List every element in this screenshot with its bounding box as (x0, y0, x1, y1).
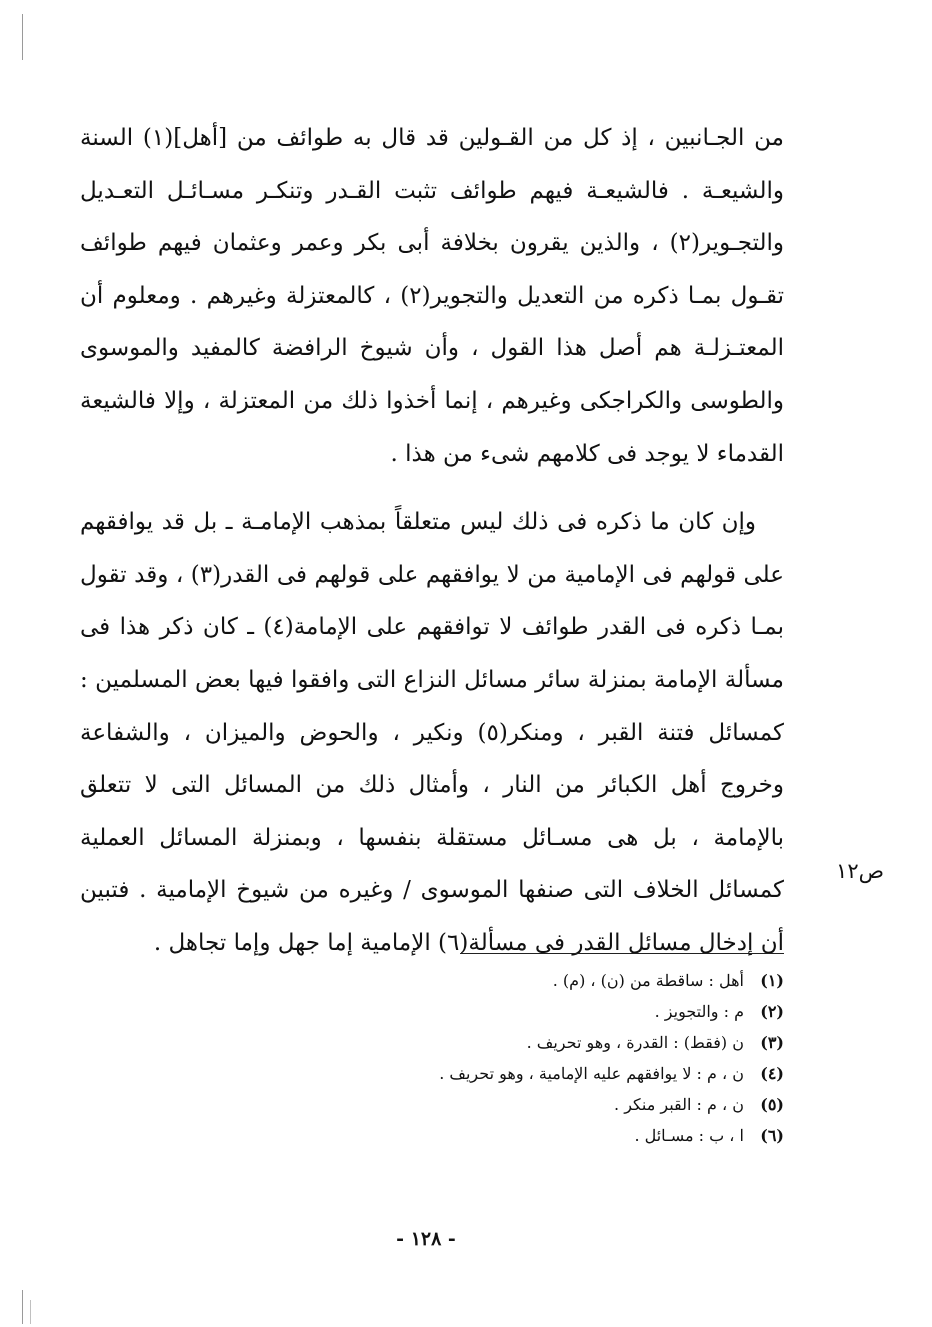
footnote-4 (200, 1058, 784, 1089)
footnote-5 (200, 1089, 784, 1120)
page-number: - ١٢٨ - (396, 1228, 456, 1250)
footnote-text: م : والتجويز . (654, 1002, 744, 1021)
footnote-2 (200, 996, 784, 1027)
footnote-number: (٣) (760, 1033, 784, 1052)
binding-mark-top (22, 14, 23, 60)
footnote-1 (200, 965, 784, 996)
margin-page-reference: ص١٢ (836, 859, 884, 883)
footnote-text: ن ، م : لا يوافقهم عليه الإمامية ، وهو تحريف . (439, 1064, 744, 1083)
footnote-6 (200, 1120, 784, 1151)
footnote-number: (١) (760, 971, 784, 990)
footnotes (200, 965, 784, 1151)
paragraph-2: وإن كان ما ذكره فى ذلك ليس متعلقاً بمذهب الإمامـة ـ بل قد يوافقهم على قولهم فى الإمامية من لا يوافقهم على قولهم فى القدر(٣) ، وقد تقول بمـا ذكره فى القدر طوائف لا توافقهم على الإمامة(٤) ـ كان ذكر هذا فى مسألة الإمامة بمنزلة سائر مسائل النزاع التى وافقوا فيها بعض المسلمين : كمسائل فتنة القبر ، ومنكر(٥) ونكير ، والحوض والميزان ، والشفاعة وخروج أهل الكبائر من النار ، وأمثال ذلك من المسائل التى لا تتعلق بالإمامة ، بل هى مسـائل مستقلة بنفسها ، وبمنزلة المسائل العملية كمسائل الخلاف التى صنفها الموسوى / وغيره من شيوخ الإمامية . فتبين أن إدخال مسائل القدر فى مسألة(٦) الإمامية إما جهل وإما تجاهل . (80, 509, 785, 956)
footnote-text: ا ، ب : مسـائل . (634, 1126, 744, 1145)
footnote-text: أهل : ساقطة من (ن) ، (م) . (552, 971, 744, 990)
footnote-3 (200, 1027, 784, 1058)
footnote-number: (٥) (760, 1095, 784, 1114)
footnote-separator (460, 953, 784, 954)
footnote-number: (٢) (760, 1002, 784, 1021)
footnote-text: ن ، م : القبر منكر . (614, 1095, 744, 1114)
main-text (80, 112, 784, 970)
footnote-number: (٤) (760, 1064, 784, 1083)
binding-mark-bottom (22, 1290, 23, 1324)
footnote-number: (٦) (760, 1126, 784, 1145)
footnote-text: ن (فقط) : القدرة ، وهو تحريف . (526, 1033, 744, 1052)
binding-mark-bottom-secondary (30, 1300, 31, 1324)
paragraph-1: من الجـانبين ، إذ كل من القـولين قد قال به طوائف من [أهل](١) السنة والشيعـة . فالشيعـة فيهم طوائف تثبت القـدر وتنكـر مسـائـل التعـديل والتجـوير(٢) ، والذين يقرون بخلافة أبى بكر وعمر وعثمان فيهم طوائف تقـول بمـا ذكره من التعديل والتجوير(٢) ، كالمعتزلة وغيرهم . ومعلوم أن المعتـزلـة هم أصل هذا القول ، وأن شيوخ الرافضة كالمفيد والموسوى والطوسى والكراجكى وغيرهم ، إنما أخذوا ذلك من المعتزلة ، وإلا فالشيعة القدماء لا يوجد فى كلامهم شىء من هذا . (80, 125, 784, 467)
